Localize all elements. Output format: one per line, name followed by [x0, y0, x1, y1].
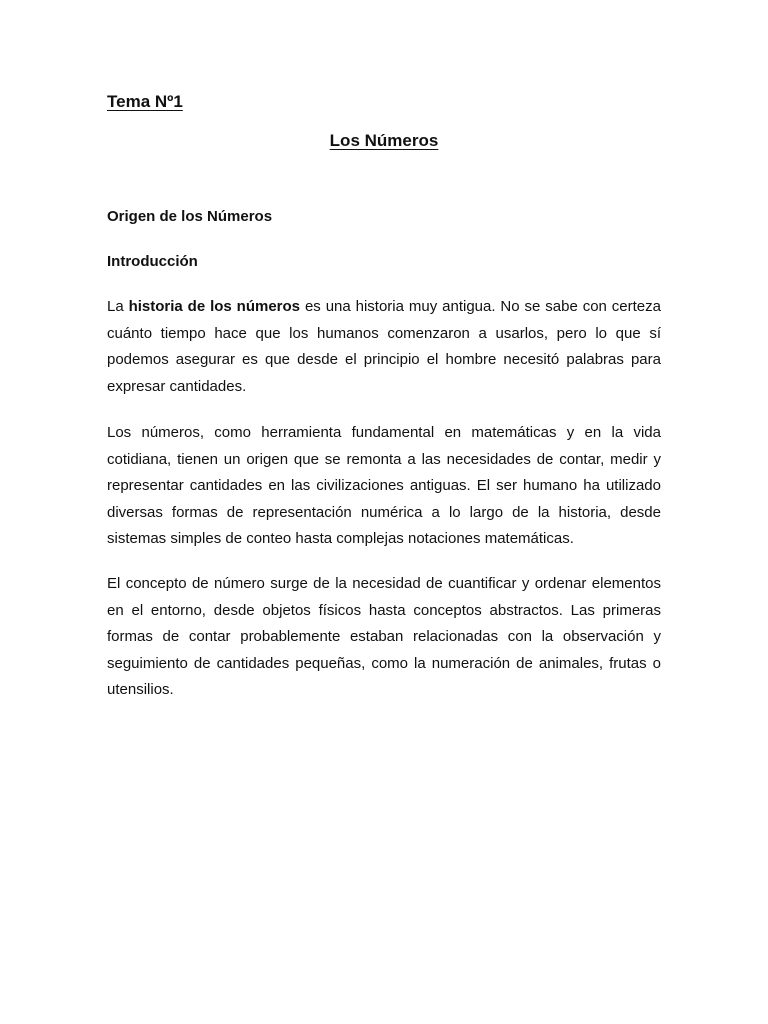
subheading-introduction: Introducción	[107, 253, 198, 270]
paragraph-1-rest: es una historia muy antigua. No se sabe con certeza cuánto tiempo hace que los humanos comenzaron a usarlos, pero lo que sí podemos asegurar es que desde el principio el hombre necesitó palabras para expresar cantidades.	[107, 298, 661, 395]
topic-heading: Tema Nº1	[107, 92, 183, 111]
paragraph-2: Los números, como herramienta fundamental en matemáticas y en la vida cotidiana, tienen un origen que se remonta a las necesidades de contar, medir y representar cantidades en las civilizaciones antiguas. El ser humano ha utilizado diversas formas de representación numérica a lo largo de la historia, desde sistemas simples de conteo hasta complejas notaciones matemáticas.	[107, 424, 661, 547]
paragraph-1	[107, 294, 661, 400]
paragraph-1-bold: historia de los números	[128, 298, 301, 315]
paragraph-1-prefix: La	[107, 298, 129, 315]
section-heading: Origen de los Números	[107, 208, 273, 225]
page-title: Los Números	[329, 131, 439, 150]
paragraph-3: El concepto de número surge de la necesidad de cuantificar y ordenar elementos en el entorno, desde objetos físicos hasta conceptos abstractos. Las primeras formas de contar probablemente estaban relacionadas con la observación y seguimiento de cantidades pequeñas, como la numeración de animales, frutas o utensilios.	[107, 575, 661, 698]
